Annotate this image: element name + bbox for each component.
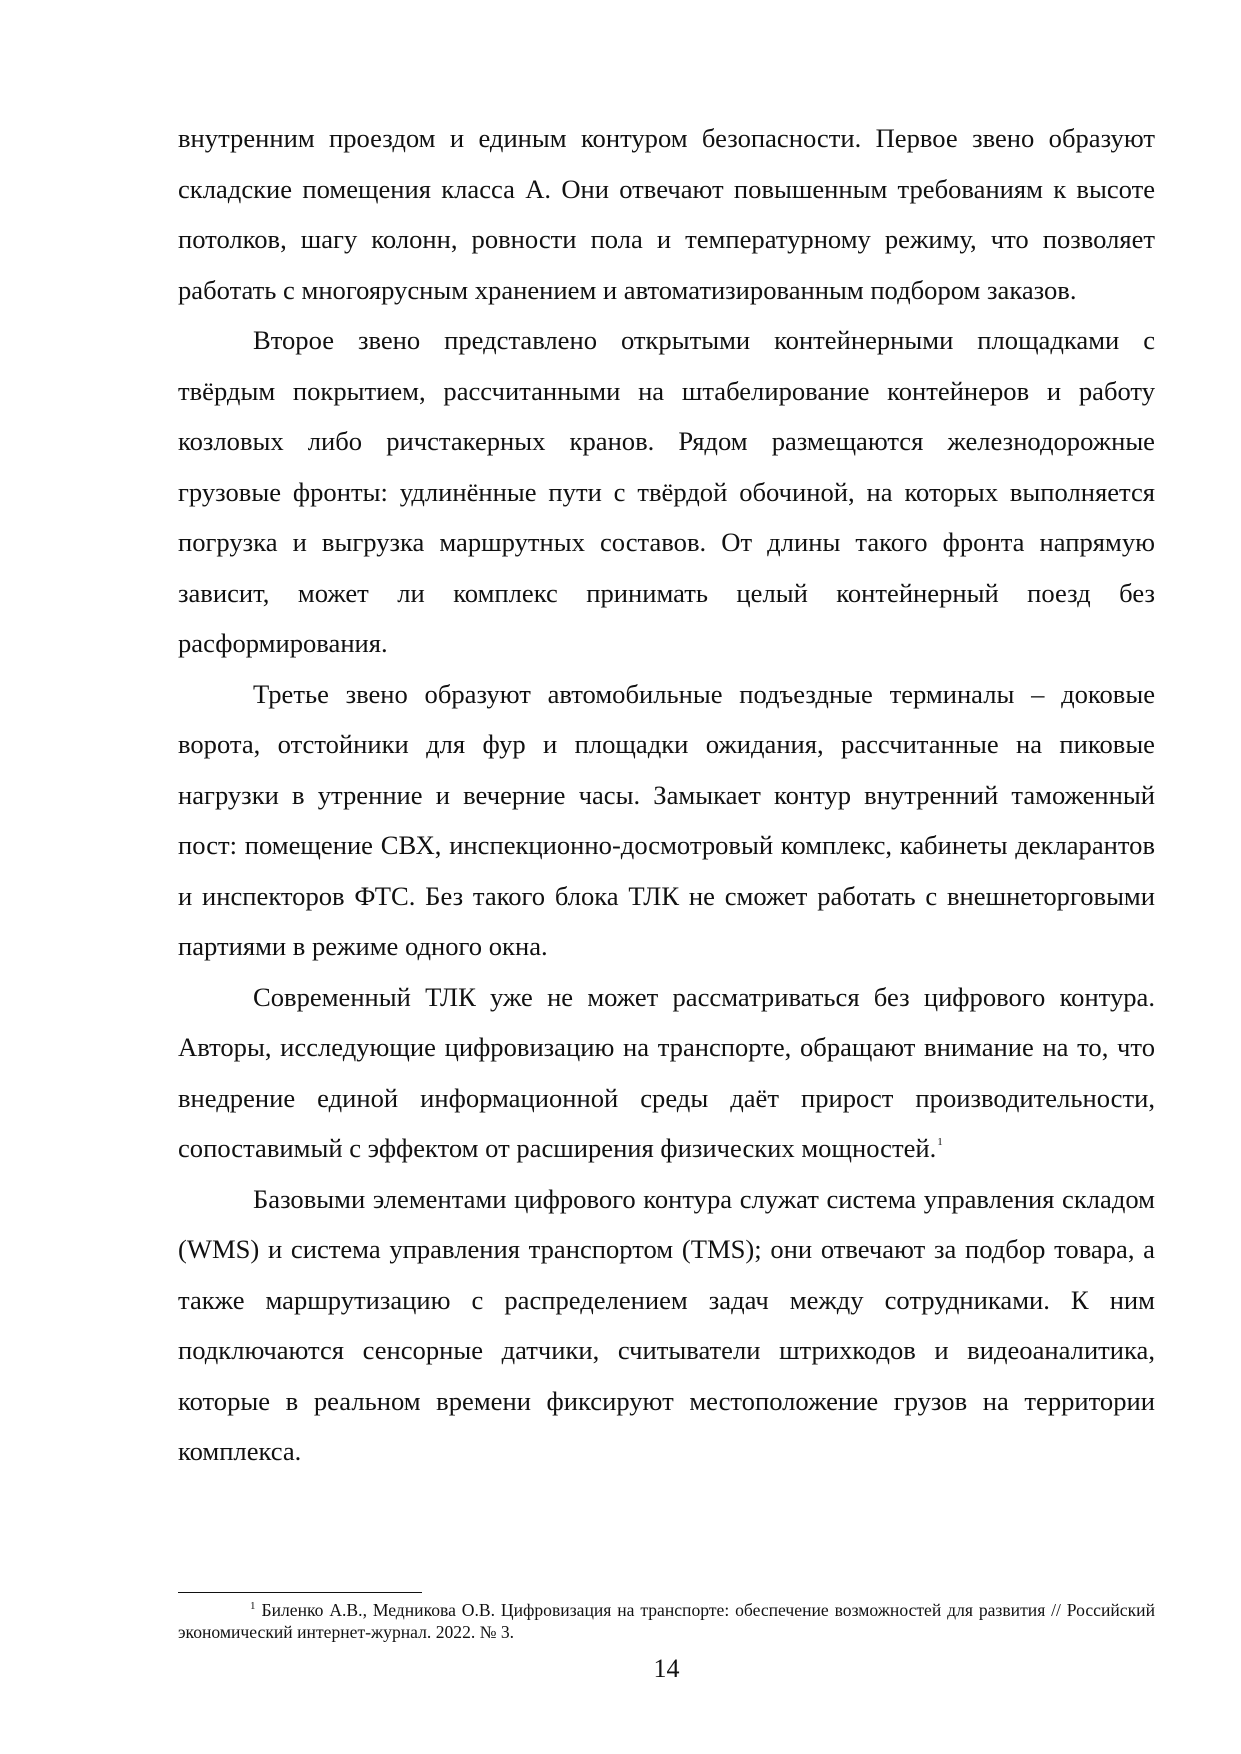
footnote-marker: 1 [250, 1600, 256, 1612]
page-number: 14 [653, 1654, 680, 1683]
footnote-text: Биленко А.В., Медникова О.В. Цифровизация на транспорте: обеспечение возможностей для развития // Российский экономический интернет-журнал. 2022. № 3. [178, 1600, 1155, 1642]
footnote-reference[interactable]: 1 [937, 1136, 943, 1148]
paragraph-2: Второе звено представлено открытыми контейнерными площадками с твёрдым покрытием, рассчитанными на штабелирование контейнеров и работу козловых либо ричстакерных кранов. Рядом размещаются железнодорожные грузовые фронты: удлинённые пути с твёрдой обочиной, на которых выполняется погрузка и выгрузка маршрутных составов. От длины такого фронта напрямую зависит, может ли комплекс принимать целый контейнерный поезд без расформирования. [178, 325, 1155, 658]
paragraph-4-text: Современный ТЛК уже не может рассматриваться без цифрового контура. Авторы, исследующие цифровизацию на транспорте, обращают внимание на то, что внедрение единой информационной среды даёт прирост производительности, сопоставимый с эффектом от расширения физических мощностей. [178, 981, 1155, 1163]
paragraph-5: Базовыми элементами цифрового контура служат система управления складом (WMS) и система управления транспортом (TMS); они отвечают за подбор товара, а также маршрутизацию с распределением задач между сотрудниками. К ним подключаются сенсорные датчики, считыватели штрихкодов и видеоаналитика, которые в реальном времени фиксируют местоположение грузов на территории комплекса. [178, 1183, 1155, 1466]
footnote-separator [178, 1592, 422, 1593]
body-text [178, 113, 1155, 1477]
footnote [178, 1599, 1155, 1643]
paragraph-1: внутренним проездом и единым контуром безопасности. Первое звено образуют складские помещения класса А. Они отвечают повышенным требованиям к высоте потолков, шагу колонн, ровности пола и температурному режиму, что позволяет работать с многоярусным хранением и автоматизированным подбором заказов. [178, 123, 1155, 305]
paragraph-4 [178, 972, 1155, 1174]
paragraph-3: Третье звено образуют автомобильные подъездные терминалы – доковые ворота, отстойники для фур и площадки ожидания, рассчитанные на пиковые нагрузки в утренние и вечерние часы. Замыкает контур внутренний таможенный пост: помещение СВХ, инспекционно-досмотровый комплекс, кабинеты декларантов и инспекторов ФТС. Без такого блока ТЛК не сможет работать с внешнеторговыми партиями в режиме одного окна. [178, 678, 1155, 961]
